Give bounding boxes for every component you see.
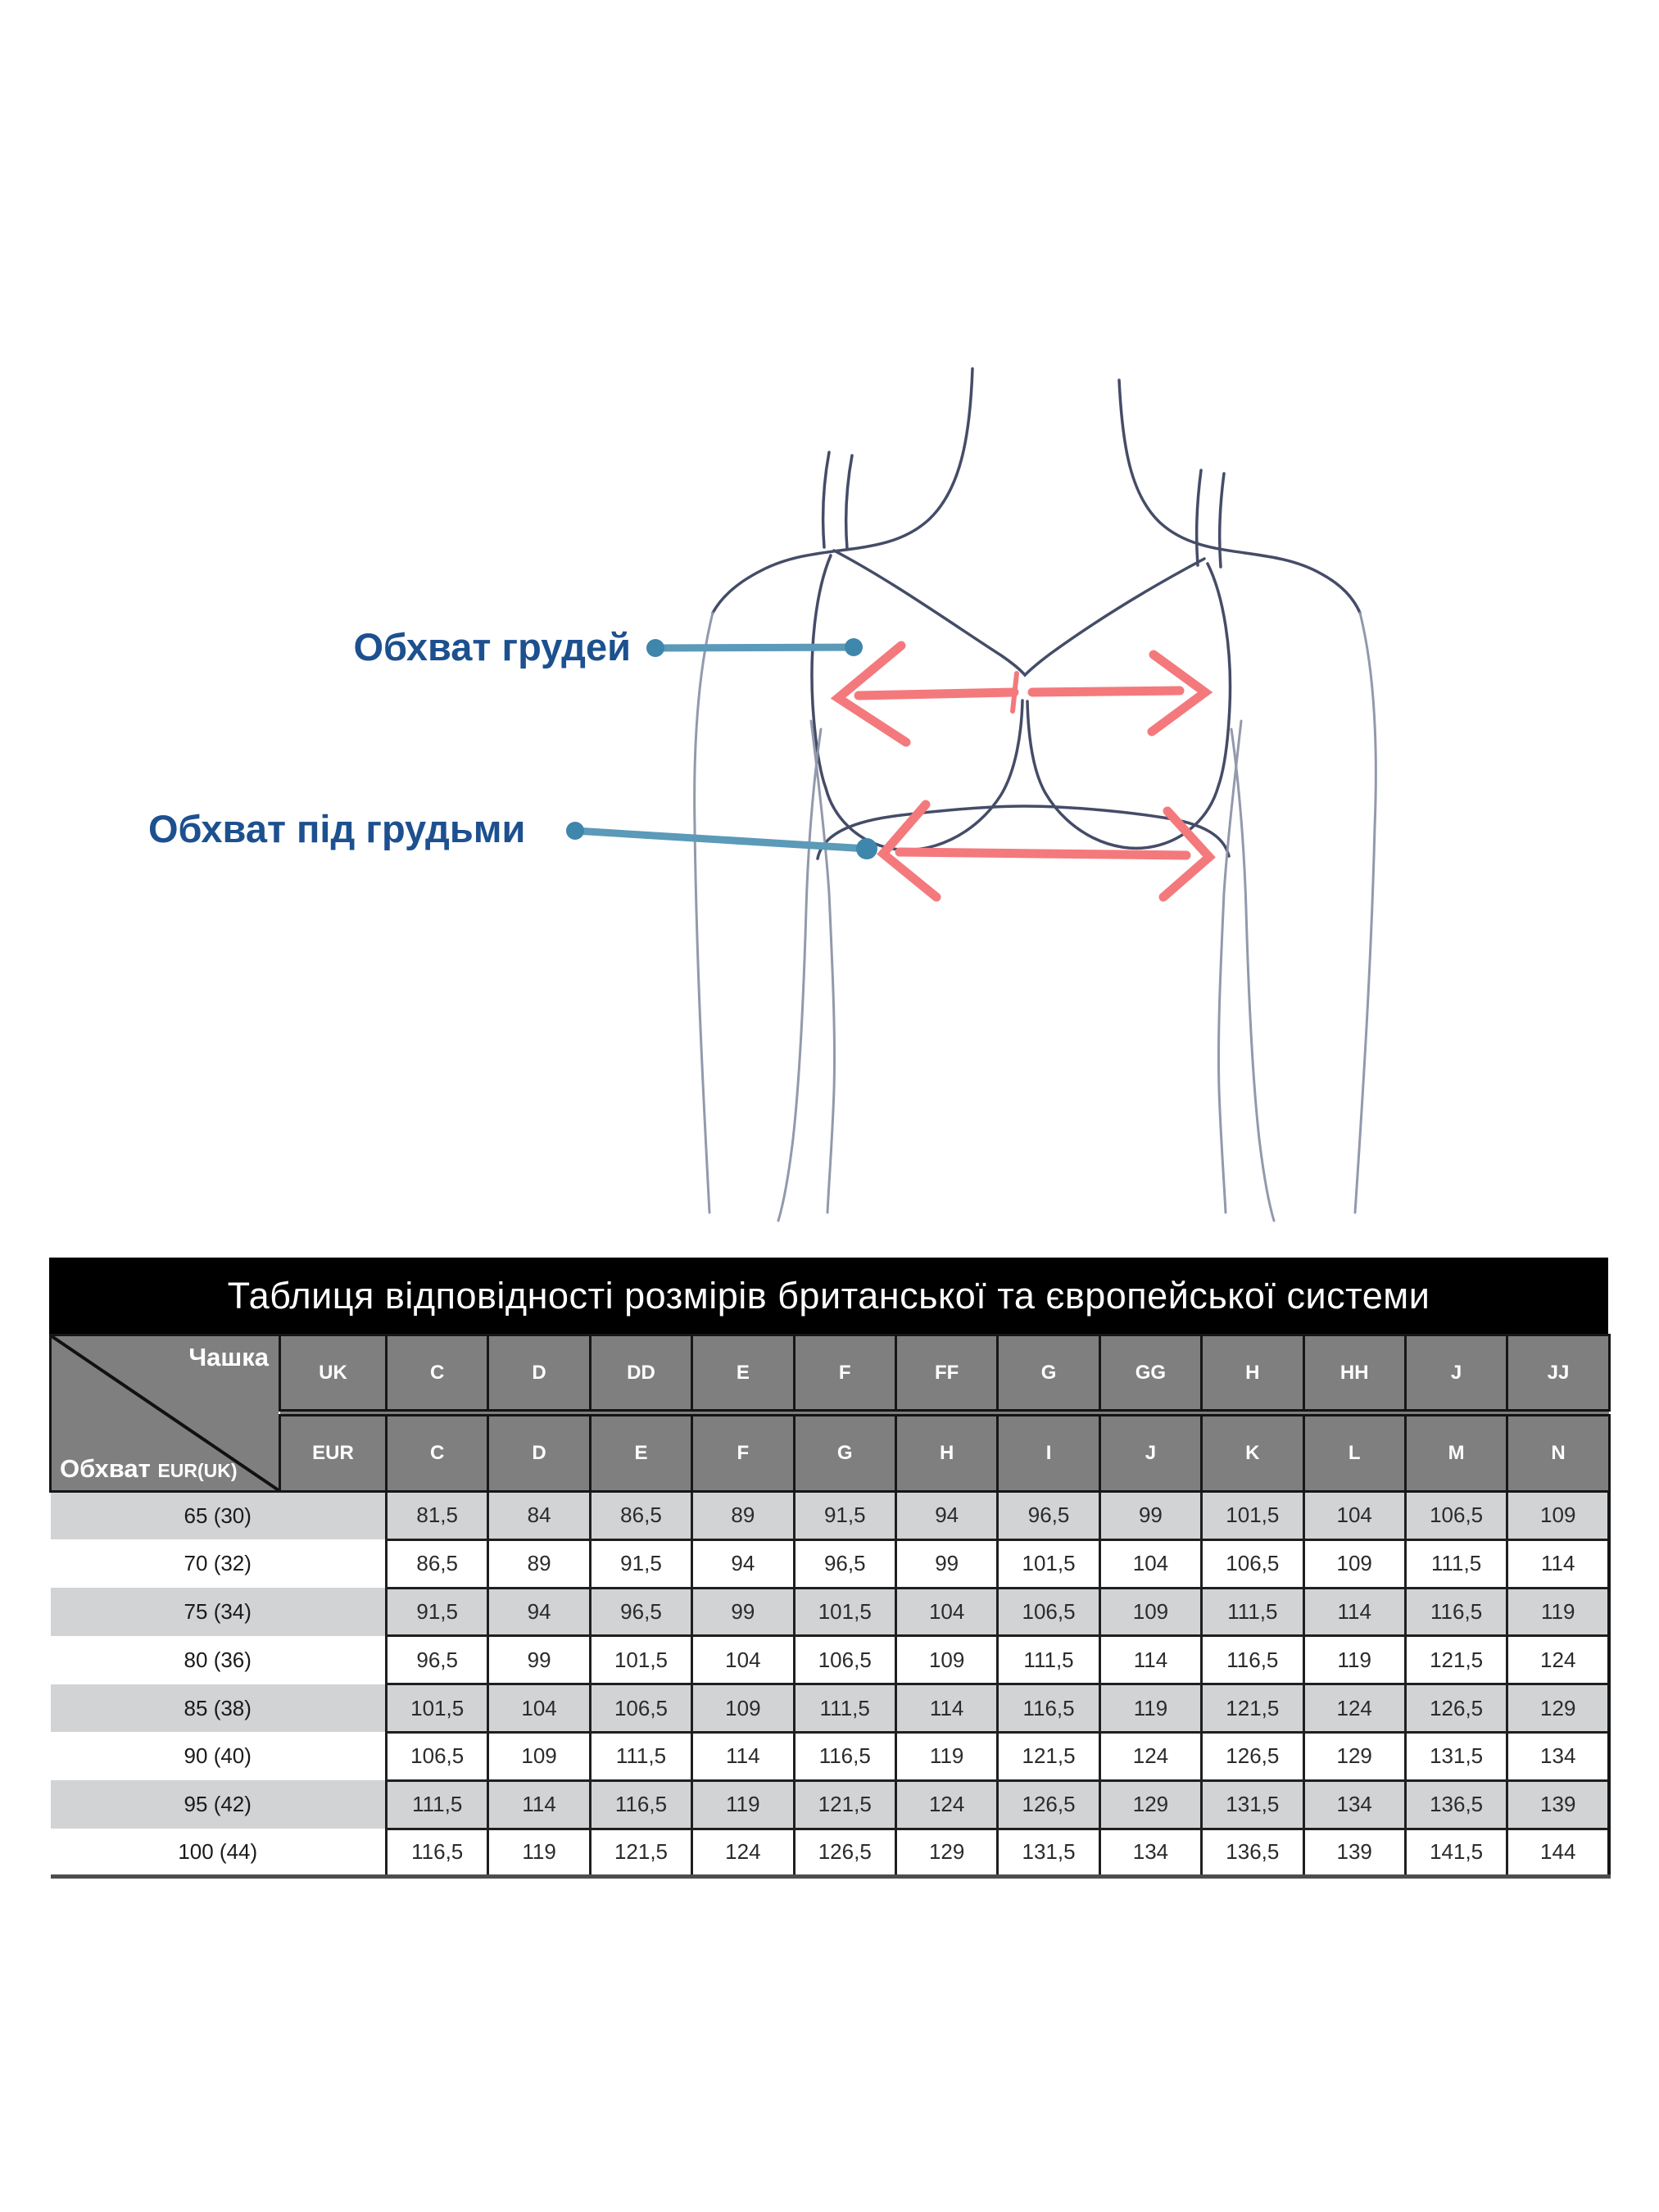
value-cell: 116,5 <box>590 1780 691 1829</box>
value-cell: 101,5 <box>387 1684 488 1733</box>
value-cell: 104 <box>692 1636 794 1684</box>
value-cell: 134 <box>1099 1829 1201 1877</box>
value-cell: 121,5 <box>1405 1636 1507 1684</box>
value-cell: 126,5 <box>794 1829 895 1877</box>
corner-girth-sub: EUR(UK) <box>157 1460 238 1481</box>
value-cell: 106,5 <box>1202 1539 1303 1588</box>
uk-cup-header: FF <box>895 1335 997 1413</box>
value-cell: 119 <box>895 1732 997 1780</box>
table-row <box>51 1492 1610 1540</box>
table-row <box>51 1829 1610 1877</box>
system-label-eur: EUR <box>280 1413 387 1492</box>
cup-right <box>1027 564 1231 848</box>
value-cell: 131,5 <box>998 1829 1099 1877</box>
size-grid <box>49 1334 1611 1879</box>
cup-header-row-uk <box>51 1335 1610 1413</box>
eur-cup-header: L <box>1303 1413 1405 1492</box>
value-cell: 99 <box>895 1539 997 1588</box>
value-cell: 111,5 <box>794 1684 895 1733</box>
value-cell: 96,5 <box>387 1636 488 1684</box>
value-cell: 124 <box>1507 1636 1609 1684</box>
value-cell: 126,5 <box>998 1780 1099 1829</box>
table-row <box>51 1588 1610 1636</box>
table-row <box>51 1780 1610 1829</box>
underbust-arrow-shaft <box>900 852 1186 855</box>
value-cell: 124 <box>1099 1732 1201 1780</box>
eur-cup-header: H <box>895 1413 997 1492</box>
value-cell: 109 <box>488 1732 590 1780</box>
corner-cell <box>51 1335 280 1492</box>
value-cell: 129 <box>1507 1684 1609 1733</box>
value-cell: 111,5 <box>1202 1588 1303 1636</box>
value-cell: 116,5 <box>794 1732 895 1780</box>
uk-cup-header: JJ <box>1507 1335 1609 1413</box>
band-size-cell: 100 (44) <box>51 1829 387 1877</box>
band-size-cell: 85 (38) <box>51 1684 387 1733</box>
uk-cup-header: HH <box>1303 1335 1405 1413</box>
value-cell: 139 <box>1303 1829 1405 1877</box>
underbust-label: Обхват під грудьми <box>148 807 526 850</box>
value-cell: 124 <box>1303 1684 1405 1733</box>
value-cell: 111,5 <box>590 1732 691 1780</box>
value-cell: 139 <box>1507 1780 1609 1829</box>
underbust-connector-dot-left <box>566 822 584 840</box>
eur-cup-header: K <box>1202 1413 1303 1492</box>
value-cell: 96,5 <box>998 1492 1099 1540</box>
strap-left <box>823 452 829 547</box>
value-cell: 101,5 <box>1202 1492 1303 1540</box>
value-cell: 94 <box>692 1539 794 1588</box>
value-cell: 101,5 <box>794 1588 895 1636</box>
value-cell: 131,5 <box>1405 1732 1507 1780</box>
value-cell: 121,5 <box>998 1732 1099 1780</box>
corner-cup-label: Чашка <box>188 1343 269 1371</box>
value-cell: 109 <box>1303 1539 1405 1588</box>
arm-right-outer <box>1355 613 1376 1213</box>
eur-cup-header: D <box>488 1413 590 1492</box>
value-cell: 81,5 <box>387 1492 488 1540</box>
torso-side-left <box>811 721 835 1213</box>
value-cell: 116,5 <box>1405 1588 1507 1636</box>
uk-cup-header: G <box>998 1335 1099 1413</box>
bust-connector <box>646 638 863 657</box>
underbust-connector-dot-right <box>856 838 877 859</box>
value-cell: 86,5 <box>387 1539 488 1588</box>
bust-connector-dot-right <box>845 638 863 656</box>
value-cell: 91,5 <box>590 1539 691 1588</box>
torso-side-right <box>1218 721 1241 1213</box>
uk-cup-header: F <box>794 1335 895 1413</box>
value-cell: 101,5 <box>998 1539 1099 1588</box>
value-cell: 124 <box>895 1780 997 1829</box>
corner-girth-label <box>60 1454 238 1484</box>
value-cell: 106,5 <box>998 1588 1099 1636</box>
value-cell: 106,5 <box>590 1684 691 1733</box>
value-cell: 91,5 <box>387 1588 488 1636</box>
value-cell: 104 <box>488 1684 590 1733</box>
value-cell: 136,5 <box>1405 1780 1507 1829</box>
value-cell: 114 <box>1303 1588 1405 1636</box>
value-cell: 96,5 <box>590 1588 691 1636</box>
cup-header-row-eur <box>51 1413 1610 1492</box>
value-cell: 126,5 <box>1202 1732 1303 1780</box>
value-cell: 124 <box>692 1829 794 1877</box>
neck-shoulder-right <box>1119 380 1360 613</box>
band-size-cell: 90 (40) <box>51 1732 387 1780</box>
value-cell: 94 <box>488 1588 590 1636</box>
value-cell: 89 <box>692 1492 794 1540</box>
value-cell: 119 <box>488 1829 590 1877</box>
value-cell: 121,5 <box>1202 1684 1303 1733</box>
value-cell: 119 <box>1099 1684 1201 1733</box>
uk-cup-header: GG <box>1099 1335 1201 1413</box>
value-cell: 111,5 <box>387 1780 488 1829</box>
band-size-cell: 70 (32) <box>51 1539 387 1588</box>
bust-arrow-center-tick <box>1013 673 1017 711</box>
value-cell: 106,5 <box>387 1732 488 1780</box>
value-cell: 99 <box>488 1636 590 1684</box>
value-cell: 121,5 <box>794 1780 895 1829</box>
value-cell: 96,5 <box>794 1539 895 1588</box>
value-cell: 114 <box>1507 1539 1609 1588</box>
value-cell: 94 <box>895 1492 997 1540</box>
figure-outline <box>713 369 1360 859</box>
value-cell: 109 <box>692 1684 794 1733</box>
corner-girth-word: Обхват <box>60 1454 151 1483</box>
value-cell: 111,5 <box>998 1636 1099 1684</box>
band-size-cell: 80 (36) <box>51 1636 387 1684</box>
uk-cup-header: J <box>1405 1335 1507 1413</box>
eur-cup-header: I <box>998 1413 1099 1492</box>
value-cell: 114 <box>1099 1636 1201 1684</box>
value-cell: 119 <box>692 1780 794 1829</box>
value-cell: 121,5 <box>590 1829 691 1877</box>
value-cell: 141,5 <box>1405 1829 1507 1877</box>
value-cell: 109 <box>1099 1588 1201 1636</box>
value-cell: 134 <box>1507 1732 1609 1780</box>
value-cell: 101,5 <box>590 1636 691 1684</box>
value-cell: 104 <box>895 1588 997 1636</box>
value-cell: 91,5 <box>794 1492 895 1540</box>
value-cell: 129 <box>1099 1780 1201 1829</box>
value-cell: 114 <box>692 1732 794 1780</box>
value-cell: 126,5 <box>1405 1684 1507 1733</box>
band-size-cell: 75 (34) <box>51 1588 387 1636</box>
table-row <box>51 1636 1610 1684</box>
value-cell: 109 <box>895 1636 997 1684</box>
value-cell: 114 <box>488 1780 590 1829</box>
value-cell: 114 <box>895 1684 997 1733</box>
bust-label: Обхват грудей <box>353 625 631 669</box>
band-size-cell: 95 (42) <box>51 1780 387 1829</box>
value-cell: 106,5 <box>1405 1492 1507 1540</box>
eur-cup-header: F <box>692 1413 794 1492</box>
table-row <box>51 1732 1610 1780</box>
value-cell: 116,5 <box>1202 1636 1303 1684</box>
eur-cup-header: C <box>387 1413 488 1492</box>
value-cell: 144 <box>1507 1829 1609 1877</box>
eur-cup-header: J <box>1099 1413 1201 1492</box>
value-cell: 106,5 <box>794 1636 895 1684</box>
strap-left-inner <box>846 456 852 549</box>
bust-connector-dot-left <box>646 639 664 657</box>
uk-cup-header: DD <box>590 1335 691 1413</box>
value-cell: 104 <box>1099 1539 1201 1588</box>
value-cell: 99 <box>1099 1492 1201 1540</box>
strap-right-inner <box>1220 474 1224 567</box>
eur-cup-header: E <box>590 1413 691 1492</box>
uk-cup-header: H <box>1202 1335 1303 1413</box>
uk-cup-header: E <box>692 1335 794 1413</box>
band-size-cell: 65 (30) <box>51 1492 387 1540</box>
value-cell: 89 <box>488 1539 590 1588</box>
armpit-left <box>778 729 821 1221</box>
arm-left-outer <box>695 613 713 1213</box>
size-table <box>49 1258 1608 1879</box>
value-cell: 131,5 <box>1202 1780 1303 1829</box>
value-cell: 119 <box>1303 1636 1405 1684</box>
uk-cup-header: C <box>387 1335 488 1413</box>
value-cell: 136,5 <box>1202 1829 1303 1877</box>
value-cell: 134 <box>1303 1780 1405 1829</box>
value-cell: 116,5 <box>998 1684 1099 1733</box>
eur-cup-header: G <box>794 1413 895 1492</box>
value-cell: 104 <box>1303 1492 1405 1540</box>
value-cell: 116,5 <box>387 1829 488 1877</box>
armpit-right <box>1231 729 1274 1221</box>
table-row <box>51 1684 1610 1733</box>
uk-cup-header: D <box>488 1335 590 1413</box>
value-cell: 99 <box>692 1588 794 1636</box>
value-cell: 109 <box>1507 1492 1609 1540</box>
value-cell: 129 <box>895 1829 997 1877</box>
table-row <box>51 1539 1610 1588</box>
eur-cup-header: M <box>1405 1413 1507 1492</box>
eur-cup-header: N <box>1507 1413 1609 1492</box>
value-cell: 129 <box>1303 1732 1405 1780</box>
value-cell: 119 <box>1507 1588 1609 1636</box>
strap-right <box>1197 470 1201 565</box>
bust-arrow-shaft <box>859 691 1180 696</box>
underbust-connector <box>566 822 877 859</box>
value-cell: 86,5 <box>590 1492 691 1540</box>
figure-outline-light <box>695 613 1376 1221</box>
value-cell: 111,5 <box>1405 1539 1507 1588</box>
table-title: Таблиця відповідності розмірів британської та європейської системи <box>49 1258 1608 1334</box>
neck-shoulder-left <box>713 369 972 613</box>
value-cell: 84 <box>488 1492 590 1540</box>
system-label-uk: UK <box>280 1335 387 1413</box>
